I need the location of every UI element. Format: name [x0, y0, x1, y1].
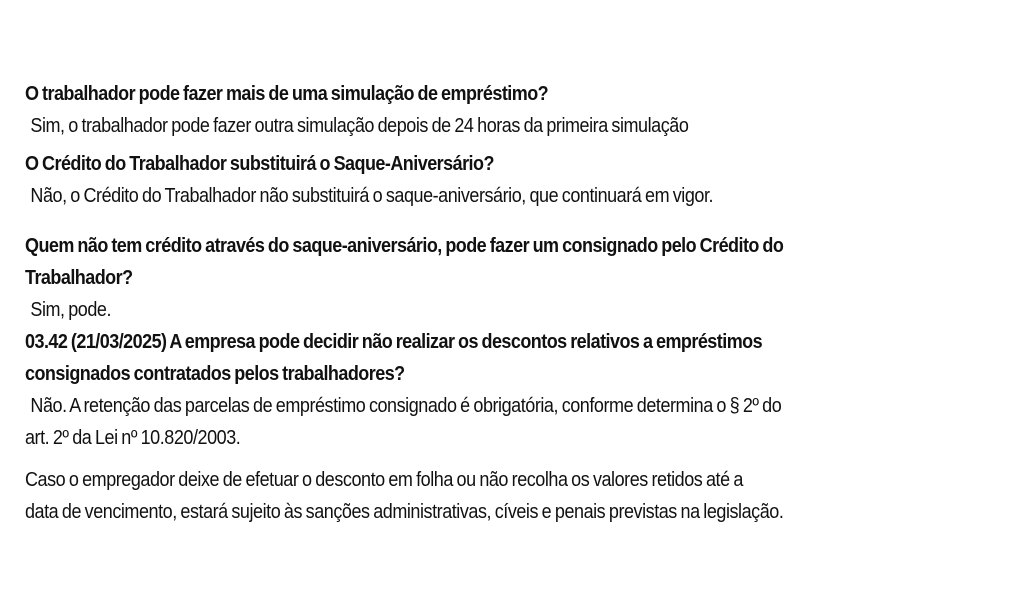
faq-answer-line: art. 2º da Lei nº 10.820/2003. [25, 427, 241, 449]
faq-question: O Crédito do Trabalhador substituirá o Saque-Aniversário? [25, 153, 494, 175]
faq-question-line: Quem não tem crédito através do saque-aniversário, pode fazer um consignado pelo Crédito do [25, 235, 784, 257]
faq-question-line: consignados contratados pelos trabalhadores? [25, 363, 405, 385]
faq-item [25, 326, 1015, 528]
faq-item [25, 148, 1015, 212]
faq-answer-paragraph-line: Caso o empregador deixe de efetuar o desconto em folha ou não recolha os valores retidos até a [25, 469, 743, 491]
faq-answer-paragraph-line: data de vencimento, estará sujeito às sanções administrativas, cíveis e penais previstas na legislação. [25, 501, 784, 523]
faq-question-line: Trabalhador? [25, 267, 133, 289]
faq-answer-line: Não. A retenção das parcelas de empréstimo consignado é obrigatória, conforme determina o § 2º do [30, 395, 782, 417]
faq-answer: Sim, pode. [30, 299, 112, 321]
faq-question: O trabalhador pode fazer mais de uma simulação de empréstimo? [25, 83, 549, 105]
faq-answer: Sim, o trabalhador pode fazer outra simulação depois de 24 horas da primeira simulação [30, 115, 689, 137]
faq-item [25, 78, 1015, 142]
faq-item [25, 230, 1015, 326]
faq-list [25, 78, 1015, 528]
faq-question-line: 03.42 (21/03/2025) A empresa pode decidir não realizar os descontos relativos a empréstimos [25, 331, 763, 353]
faq-answer: Não, o Crédito do Trabalhador não substituirá o saque-aniversário, que continuará em vigor. [30, 185, 714, 207]
